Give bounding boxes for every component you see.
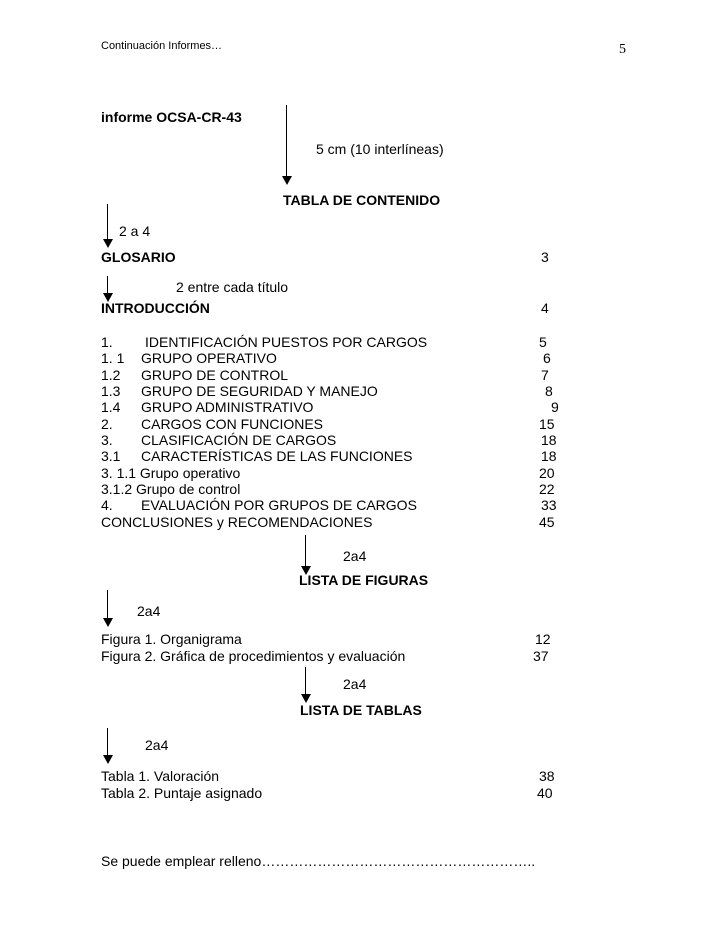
toc-entry-page: 5: [539, 334, 547, 350]
toc-entry-label: 3.1.2 Grupo de control: [101, 481, 241, 497]
fill-note: Se puede emplear relleno…………………………………………………..: [101, 853, 536, 869]
toc-entry-num: 4.: [101, 497, 113, 513]
note-top-margin: 5 cm (10 interlíneas): [316, 141, 444, 157]
toc-entry-page: 18: [541, 432, 557, 448]
report-id: informe OCSA-CR-43: [101, 109, 242, 125]
toc-glosario-page: 3: [541, 249, 549, 265]
toc-entry-num: 1.3: [101, 383, 121, 399]
toc-entry-label: 3. 1.1 Grupo operativo: [101, 465, 241, 481]
toc-glosario-label: GLOSARIO: [101, 249, 176, 265]
toc-heading: TABLA DE CONTENIDO: [283, 192, 441, 208]
toc-entry-label: GRUPO OPERATIVO: [141, 350, 277, 366]
arrow-down-icon: [103, 728, 113, 764]
note-spacing-2a4: 2a4: [137, 603, 161, 619]
toc-entry-page: 18: [541, 448, 557, 464]
tables-heading: LISTA DE TABLAS: [300, 702, 422, 718]
toc-entry-page: 15: [539, 416, 555, 432]
page-number: 5: [619, 42, 626, 57]
toc-entry-label: GRUPO ADMINISTRATIVO: [141, 399, 314, 415]
figure-item-label: Figura 2. Gráfica de procedimientos y evaluación: [101, 648, 406, 664]
toc-introduccion-page: 4: [541, 300, 549, 316]
toc-entry-label: GRUPO DE CONTROL: [141, 367, 289, 383]
toc-introduccion-label: INTRODUCCIÓN: [101, 300, 210, 316]
toc-entry-num: 1. 1: [101, 350, 125, 366]
toc-entry-num: 3.: [101, 432, 113, 448]
arrow-down-icon: [282, 105, 292, 185]
table-item-page: 40: [537, 785, 553, 801]
toc-entry-label: CARACTERÍSTICAS DE LAS FUNCIONES: [141, 448, 413, 464]
toc-entry-num: 2.: [101, 416, 113, 432]
arrow-down-icon: [301, 535, 311, 575]
note-spacing-2a4: 2 a 4: [119, 223, 151, 239]
note-spacing-2a4: 2a4: [343, 676, 367, 692]
arrow-down-icon: [103, 204, 113, 248]
toc-entry-label: EVALUACIÓN POR GRUPOS DE CARGOS: [141, 497, 417, 513]
toc-entry-label: CARGOS CON FUNCIONES: [141, 416, 324, 432]
figure-item-label: Figura 1. Organigrama: [101, 631, 242, 647]
toc-entry-page: 45: [539, 514, 555, 530]
arrow-down-icon: [301, 667, 311, 703]
figures-heading: LISTA DE FIGURAS: [299, 572, 429, 588]
note-between-titles: 2 entre cada título: [176, 279, 289, 295]
toc-entry-num: 1.4: [101, 399, 121, 415]
toc-entry-page: 6: [543, 350, 551, 366]
running-header: Continuación Informes…: [101, 40, 223, 52]
toc-entry-label: CLASIFICACIÓN DE CARGOS: [141, 432, 337, 448]
toc-entry-page: 22: [539, 481, 555, 497]
arrow-down-icon: [103, 590, 113, 627]
toc-entry-page: 20: [539, 465, 555, 481]
toc-entry-page: 7: [541, 367, 549, 383]
toc-entry-num: 1.: [101, 334, 113, 350]
toc-entry-label: CONCLUSIONES y RECOMENDACIONES: [101, 514, 373, 530]
toc-entry-num: 1.2: [101, 367, 121, 383]
table-item-page: 38: [539, 768, 555, 784]
figure-item-page: 37: [533, 648, 549, 664]
figure-item-page: 12: [535, 631, 551, 647]
arrow-down-icon: [103, 276, 113, 302]
table-item-label: Tabla 2. Puntaje asignado: [101, 785, 263, 801]
toc-entry-num: 3.1: [101, 448, 121, 464]
toc-entry-page: 33: [541, 497, 557, 513]
toc-entry-page: 9: [551, 399, 559, 415]
note-spacing-2a4: 2a4: [343, 548, 367, 564]
note-spacing-2a4: 2a4: [145, 737, 169, 753]
table-item-label: Tabla 1. Valoración: [101, 768, 220, 784]
toc-entry-label: GRUPO DE SEGURIDAD Y MANEJO: [141, 383, 378, 399]
toc-entry-page: 8: [545, 383, 553, 399]
toc-entry-label: IDENTIFICACIÓN PUESTOS POR CARGOS: [145, 334, 428, 350]
